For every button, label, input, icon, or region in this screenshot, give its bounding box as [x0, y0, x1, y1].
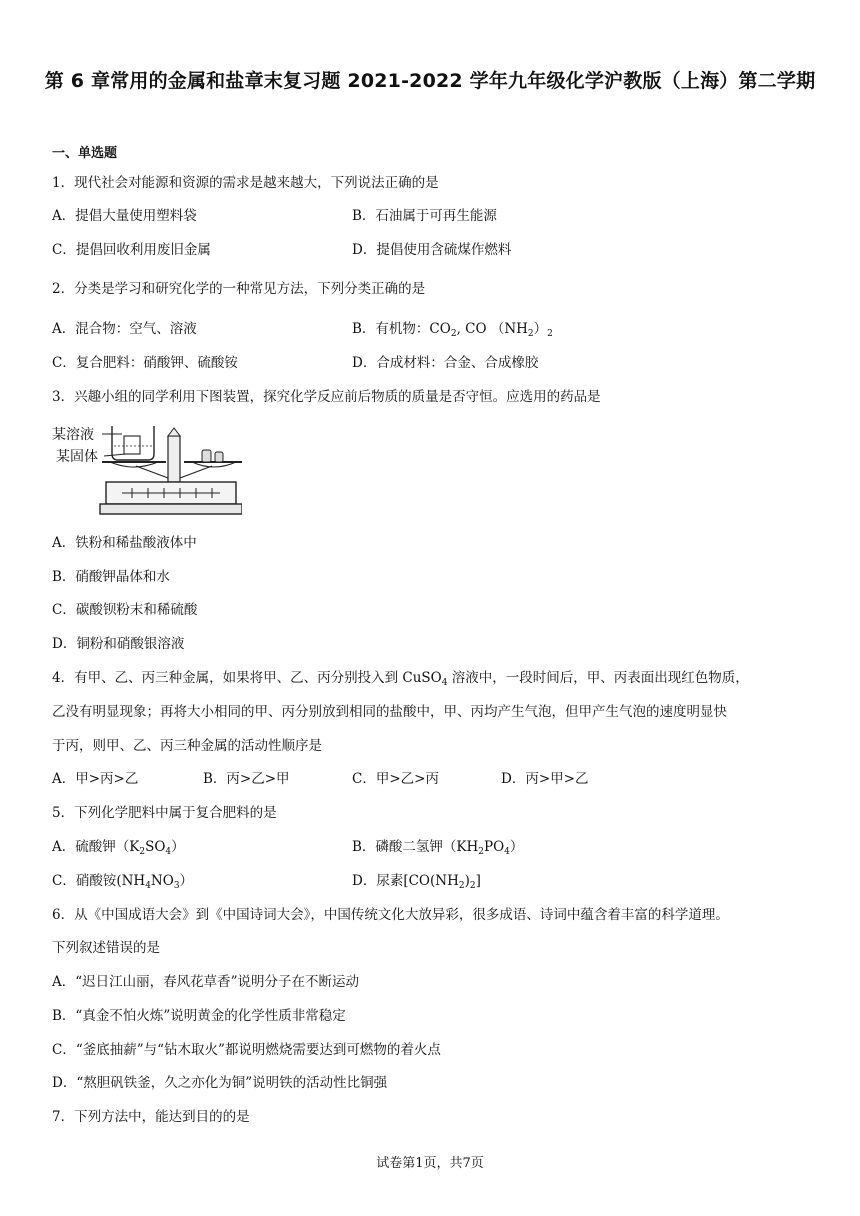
- q7-stem: 7．下列方法中，能达到目的的是: [52, 1109, 250, 1125]
- q1-stem: 1．现代社会对能源和资源的需求是越来越大，下列说法正确的是: [52, 175, 439, 191]
- q5-option-c: C．硝酸铵$(NH_4NO_3)$: [52, 873, 194, 891]
- q1-option-c: C．提倡回收利用废旧金属: [52, 242, 211, 258]
- figure-label-solution: 某溶液: [52, 427, 94, 443]
- q6-option-c: C．“釜底抽薪”与“钻木取火”都说明燃烧需要达到可燃物的着火点: [52, 1042, 441, 1058]
- q4-option-d: D．丙>甲>乙: [501, 771, 589, 787]
- q6-option-a: A．“迟日江山丽，春风花草香”说明分子在不断运动: [52, 974, 360, 990]
- q5-option-b: B．磷酸二氢钾$(KH_2PO_4)$: [352, 839, 524, 857]
- q2-stem: 2．分类是学习和研究化学的一种常见方法，下列分类正确的是: [52, 281, 426, 297]
- q2-option-c: C．复合肥料：硝酸钾、硫酸铵: [52, 355, 238, 371]
- q4-option-a: A．甲>丙>乙: [52, 771, 139, 787]
- balance-apparatus-figure: [52, 422, 242, 522]
- q4-stem-line-1: 4．有甲、乙、丙三种金属，如果将甲、乙、丙分别投入到 CuSO$_4$ 溶液中，一段时间后，甲、丙表面出现红色物质，: [52, 670, 749, 688]
- q1-option-b: B．石油属于可再生能源: [352, 208, 497, 224]
- q3-option-d: D．铜粉和硝酸银溶液: [52, 636, 185, 652]
- q3-option-a: A．铁粉和稀盐酸液体中: [52, 535, 197, 551]
- q2-option-d: D．合成材料：合金、合成橡胶: [352, 355, 539, 371]
- q6-stem-line-1: 6．从《中国成语大会》到《中国诗词大会》，中国传统文化大放异彩，很多成语、诗词中蕴含着丰富的科学道理。: [52, 907, 729, 923]
- q3-option-b: B．硝酸钾晶体和水: [52, 569, 170, 585]
- q5-stem: 5．下列化学肥料中属于复合肥料的是: [52, 805, 277, 821]
- q6-stem-line-2: 下列叙述错误的是: [52, 940, 160, 956]
- q4-option-b: B．丙>乙>甲: [203, 771, 290, 787]
- q5-option-a: A．硫酸钾$(K_2SO_4)$: [52, 839, 185, 857]
- section-heading: 一、单选题: [52, 146, 118, 161]
- q4-option-c: C．甲>乙>丙: [352, 771, 439, 787]
- q1-option-d: D．提倡使用含硫煤作燃料: [352, 242, 512, 258]
- balance-scale-illustration: [52, 422, 242, 522]
- page-footer: 试卷第1页，共7页: [376, 1156, 484, 1171]
- q1-option-a: A．提倡大量使用塑料袋: [52, 208, 197, 224]
- q4-stem-line-2: 乙没有明显现象；再将大小相同的甲、丙分别放到相同的盐酸中，甲、丙均产生气泡，但甲产生气泡的速度明显快: [52, 704, 727, 720]
- q6-option-d: D．“熬胆矾铁釜，久之亦化为铜”说明铁的活动性比铜强: [52, 1075, 388, 1091]
- q3-stem: 3．兴趣小组的同学利用下图装置，探究化学反应前后物质的质量是否守恒。应选用的药品是: [52, 389, 601, 405]
- q2-option-b: B．有机物：$CO_2$, CO $(NH_2)_2$: [352, 321, 553, 339]
- figure-label-solid: 某固体: [56, 449, 98, 465]
- page-title: 第 6 章常用的金属和盐章末复习题 2021-2022 学年九年级化学沪教版（上海）第二学期: [44, 70, 816, 92]
- q4-stem-line-3: 于丙，则甲、乙、丙三种金属的活动性顺序是: [52, 738, 322, 754]
- q6-option-b: B．“真金不怕火炼”说明黄金的化学性质非常稳定: [52, 1008, 346, 1024]
- q5-option-d: D．尿素$[CO(NH_2)_2]$: [352, 873, 481, 891]
- q2-option-a: A．混合物：空气、溶液: [52, 321, 197, 337]
- q3-option-c: C．碳酸钡粉末和稀硫酸: [52, 602, 198, 618]
